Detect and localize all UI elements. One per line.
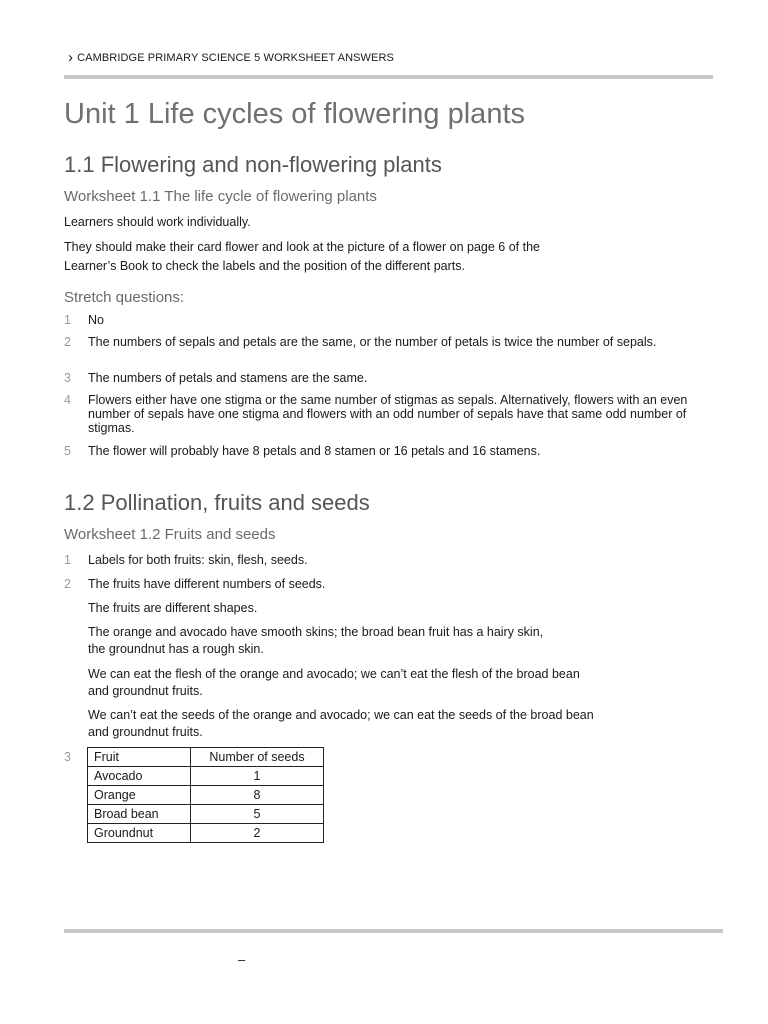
table-cell: 2 [191, 824, 324, 843]
table-cell: 1 [191, 767, 324, 786]
table-cell: Avocado [88, 767, 191, 786]
worksheet-1-1-title: Worksheet 1.1 The life cycle of flowering plants [64, 188, 377, 205]
table-cell: 5 [191, 805, 324, 824]
item-text: Flowers either have one stigma or the same number of stigmas as sepals. Alternatively, flowers with an even number of sepals have one stigma and flowers with an odd number of sepals have that same odd number of stigmas. [88, 393, 688, 435]
column-header-seeds: Number of seeds [191, 748, 324, 767]
running-header [68, 50, 394, 65]
answer-2-line: We can eat the flesh of the orange and avocado; we can’t eat the flesh of the broad bean [88, 667, 580, 681]
item-number: 3 [64, 750, 71, 764]
instruction-line-1: They should make their card flower and look at the picture of a flower on page 6 of the [64, 240, 540, 254]
answer-2-line: the groundnut has a rough skin. [88, 642, 264, 656]
item-text: The numbers of petals and stamens are the same. [88, 371, 368, 385]
section-1-title: 1.1 Flowering and non-flowering plants [64, 152, 442, 177]
list-item [64, 335, 673, 349]
unit-title: Unit 1 Life cycles of flowering plants [64, 98, 525, 130]
answer-2-line: We can’t eat the seeds of the orange and avocado; we can eat the seeds of the broad bean [88, 708, 594, 722]
list-item [64, 444, 718, 458]
item-text: Labels for both fruits: skin, flesh, seeds. [88, 553, 308, 567]
item-text: The numbers of sepals and petals are the same, or the number of petals is twice the number of sepals. [88, 335, 657, 349]
column-header-fruit: Fruit [88, 748, 191, 767]
instruction-line-2: Learner’s Book to check the labels and the position of the different parts. [64, 259, 465, 273]
answer-2-line: The orange and avocado have smooth skins; the broad bean fruit has a hairy skin, [88, 625, 544, 639]
item-number: 1 [64, 313, 71, 327]
stretch-questions-heading: Stretch questions: [64, 289, 185, 306]
item-number: 5 [64, 444, 71, 458]
answer-2-line: and groundnut fruits. [88, 725, 203, 739]
table-cell: Broad bean [88, 805, 191, 824]
item-text: The flower will probably have 8 petals and 8 stamen or 16 petals and 16 stamens. [88, 444, 541, 458]
answer-2-line: and groundnut fruits. [88, 684, 203, 698]
table-cell: Groundnut [88, 824, 191, 843]
list-item [64, 371, 718, 385]
list-item [64, 577, 718, 591]
answer-3-number-wrap [64, 750, 88, 764]
item-number: 4 [64, 393, 71, 407]
table-row [88, 805, 324, 824]
chevron-right-icon: › [68, 49, 74, 66]
answer-2-line: The fruits are different shapes. [88, 601, 258, 615]
table-cell: Orange [88, 786, 191, 805]
header-divider [64, 75, 713, 79]
footer-divider [64, 929, 723, 933]
worksheet-1-2-title: Worksheet 1.2 Fruits and seeds [64, 526, 276, 543]
table-header-row [88, 748, 324, 767]
footer-dash: – [238, 952, 246, 967]
list-item [64, 393, 718, 435]
item-text: The fruits have different numbers of seeds. [88, 577, 326, 591]
item-number: 2 [64, 577, 71, 591]
list-item [64, 553, 718, 567]
item-number: 2 [64, 335, 71, 349]
list-item [64, 313, 718, 327]
table-row [88, 767, 324, 786]
fruit-seeds-table [87, 747, 324, 843]
item-text: No [88, 313, 104, 327]
table-row [88, 824, 324, 843]
table-row [88, 786, 324, 805]
running-header-title: CAMBRIDGE PRIMARY SCIENCE 5 WORKSHEET ANSWERS [77, 51, 394, 64]
intro-text: Learners should work individually. [64, 215, 251, 229]
item-number: 3 [64, 371, 71, 385]
table-cell: 8 [191, 786, 324, 805]
item-number: 1 [64, 553, 71, 567]
section-2-title: 1.2 Pollination, fruits and seeds [64, 490, 370, 515]
